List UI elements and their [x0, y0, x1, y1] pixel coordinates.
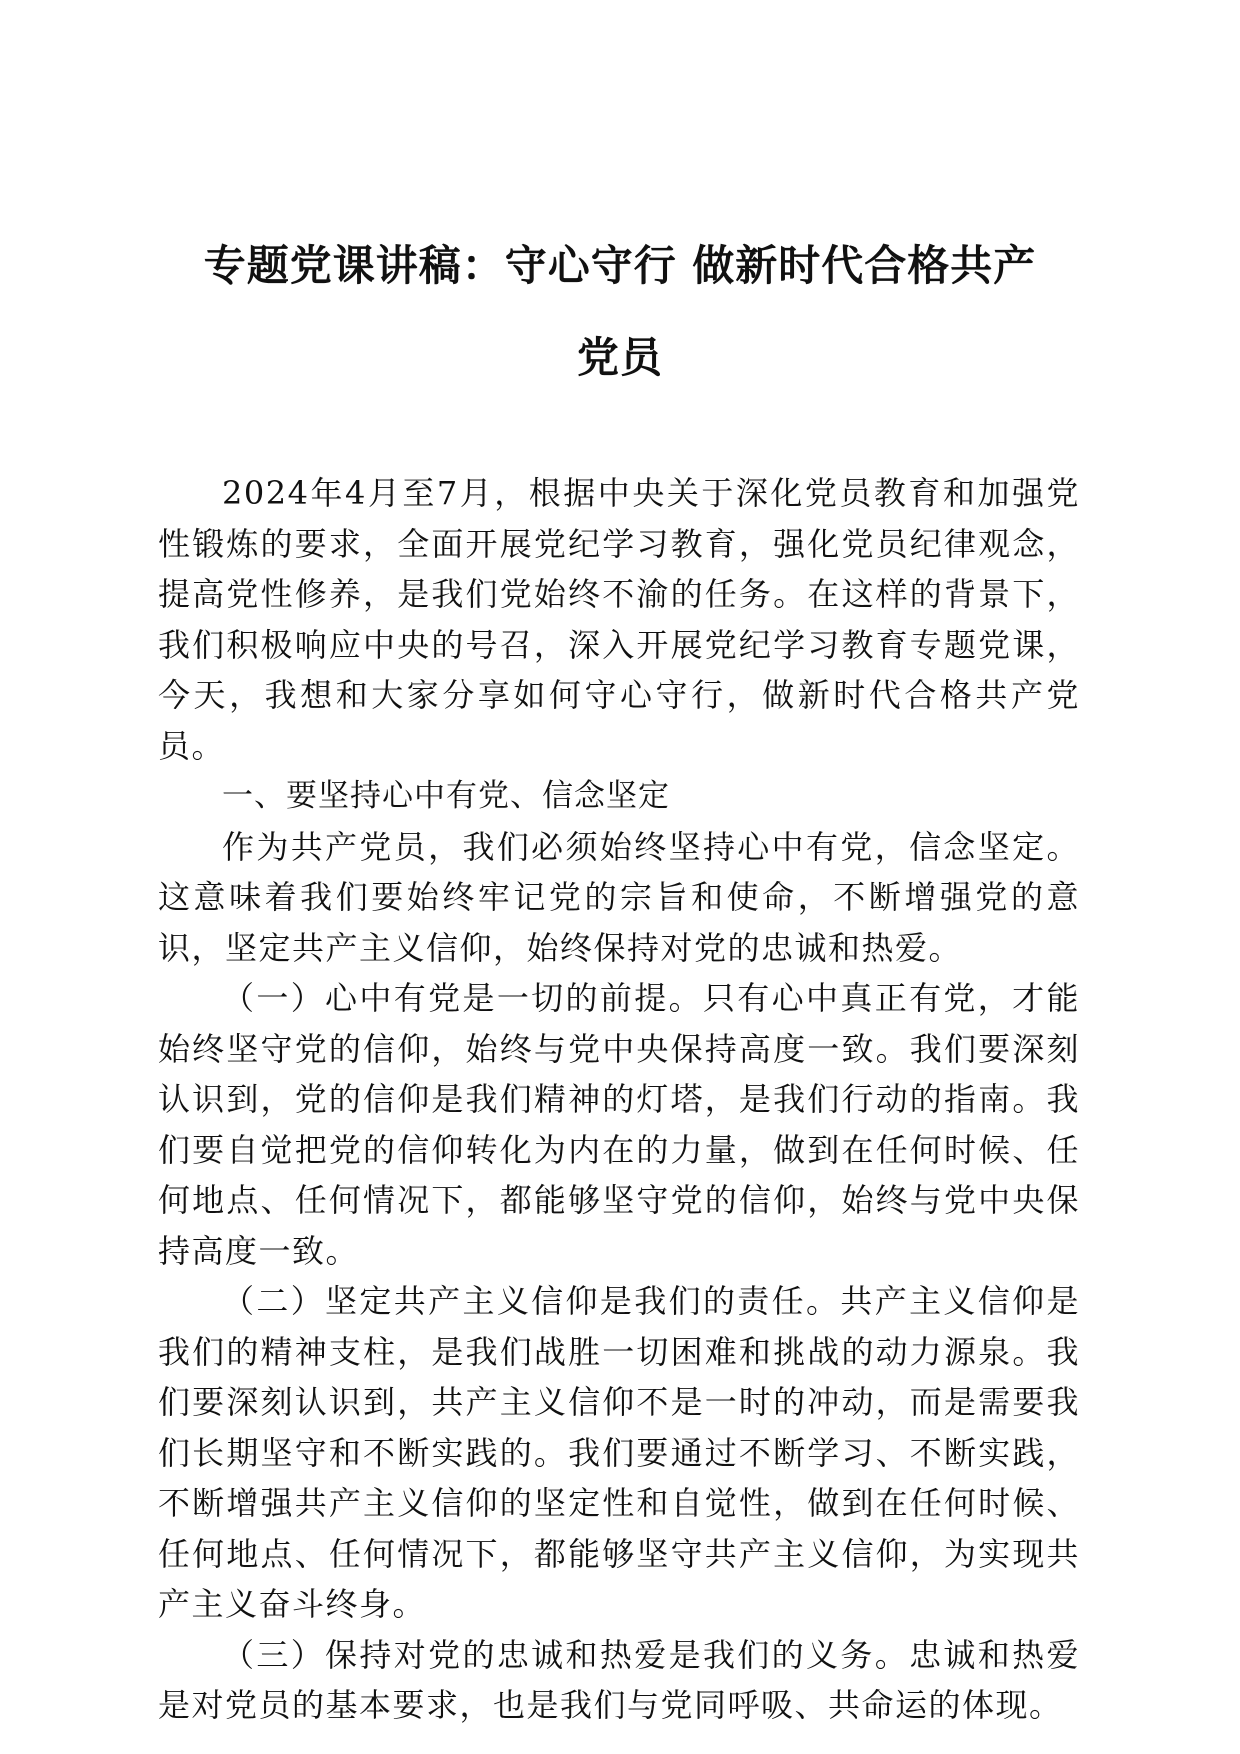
section-1-heading: 一、要坚持心中有党、信念坚定 — [222, 778, 670, 814]
subsection-2-lead: （二）坚定共产主义信仰是我们的责任。 — [222, 1282, 841, 1320]
document-title — [140, 220, 1100, 404]
subsection-1-lead: （一）心中有党是一切的前提。 — [222, 979, 703, 1017]
subsection-3-paragraph — [158, 1630, 1080, 1731]
subsection-1-text: 只有心中真正有党，才能始终坚守党的信仰，始终与党中央保持高度一致。我们要深刻认识到，党的信仰是我们精神的灯塔，是我们行动的指南。我们要自觉把党的信仰转化为内在的力量，做到在任何时候、任何地点、任何情况下，都能够坚守党的信仰，始终与党中央保持高度一致。 — [158, 979, 1080, 1270]
subsection-1-paragraph — [158, 973, 1080, 1276]
title-line-1: 专题党课讲稿：守心守行 做新时代合格共产 — [203, 241, 1037, 290]
intro-paragraph: 2024年4月至7月，根据中央关于深化党员教育和加强党性锻炼的要求，全面开展党纪学习教育，强化党员纪律观念，提高党性修养，是我们党始终不渝的任务。在这样的背景下，我们积极响应中央的号召，深入开展党纪学习教育专题党课，今天，我想和大家分享如何守心守行，做新时代合格共产党员。 — [158, 474, 1080, 765]
title-line-2: 党员 — [576, 333, 663, 382]
subsection-3-lead: （三）保持对党的忠诚和热爱是我们的义务。 — [222, 1635, 910, 1674]
section-1-intro-paragraph: 作为共产党员，我们必须始终坚持心中有党，信念坚定。这意味着我们要始终牢记党的宗旨和使命，不断增强党的意识，坚定共产主义信仰，始终保持对党的忠诚和热爱。 — [158, 827, 1080, 967]
document-body — [158, 468, 1080, 1731]
subsection-2-paragraph — [158, 1276, 1080, 1630]
subsection-2-text: 共产主义信仰是我们的精神支柱，是我们战胜一切困难和挑战的动力源泉。我们要深刻认识到，共产主义信仰不是一时的冲动，而是需要我们长期坚守和不断实践的。我们要通过不断学习、不断实践，不断增强共产主义信仰的坚定性和自觉性，做到在任何时候、任何地点、任何情况下，都能够坚守共产主义信仰，为实现共产主义奋斗终身。 — [158, 1282, 1080, 1623]
subsection-3-text: 忠诚和热爱是对党员的基本要求，也是我们与党同呼吸、共命运的体现。 — [158, 1635, 1080, 1724]
